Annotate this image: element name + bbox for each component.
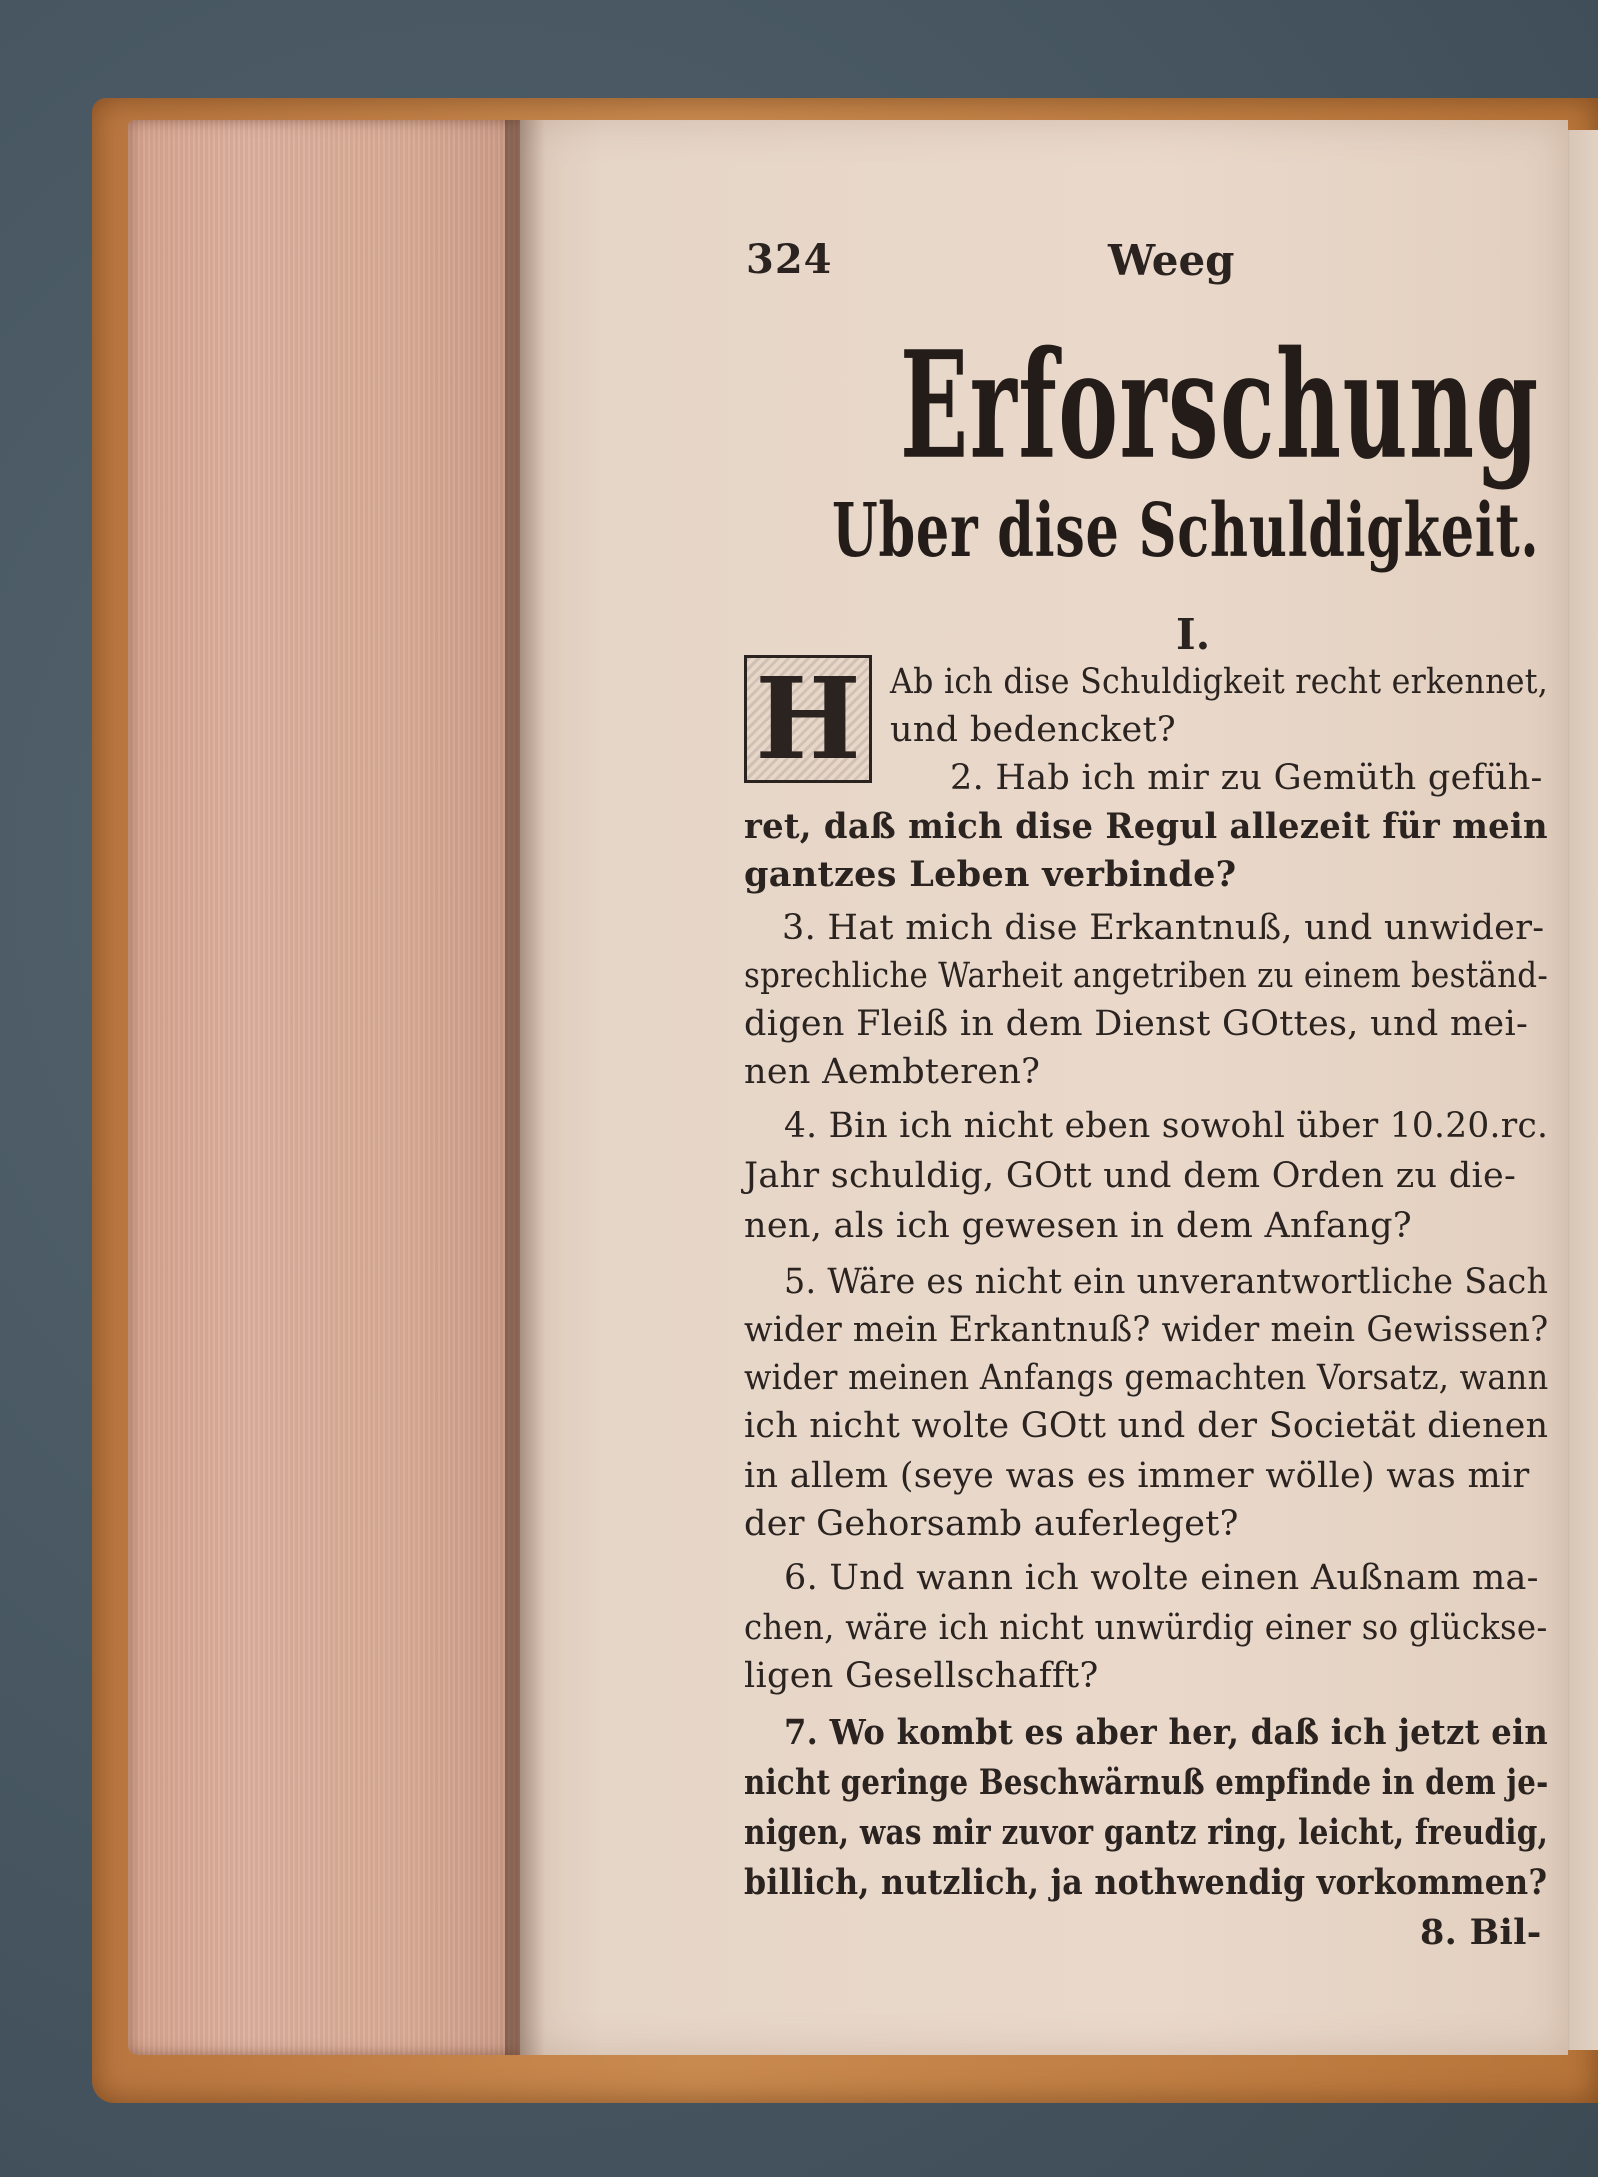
text-line: und bedencket?	[890, 710, 1176, 750]
text-line: 6. Und wann ich wolte einen Außnam ma-	[784, 1558, 1539, 1598]
text-line: 4. Bin ich nicht eben sowohl über 10.20.rc.	[784, 1106, 1549, 1146]
text-line: ich nicht wolte GOtt und der Societät dienen	[744, 1406, 1549, 1446]
drop-cap-initial: H	[744, 655, 872, 783]
text-line: 5. Wäre es nicht ein unverantwortliche Sach	[784, 1262, 1549, 1302]
text-line: wider mein Erkantnuß? wider mein Gewissen?	[744, 1310, 1549, 1350]
text-line: nen Aembteren?	[744, 1052, 1041, 1092]
text-line: Jahr schuldig, GOtt und dem Orden zu die-	[744, 1156, 1517, 1196]
text-line: in allem (seye was es immer wölle) was mir	[744, 1456, 1530, 1496]
section-number: I.	[1176, 610, 1211, 659]
text-line: der Gehorsamb auferleget?	[744, 1504, 1239, 1544]
text-line: wider meinen Anfangs gemachten Vorsatz, wann	[744, 1358, 1549, 1398]
text-line: sprechliche Warheit angetriben zu einem beständ-	[744, 956, 1549, 996]
text-line: chen, wäre ich nicht unwürdig einer so glückse-	[744, 1608, 1548, 1648]
page-subtitle: Uber dise Schuldigkeit.	[832, 488, 1540, 574]
text-line: gantzes Leben verbinde?	[744, 854, 1237, 895]
text-line: 3. Hat mich dise Erkantnuß, und unwider-	[782, 908, 1545, 948]
page-edges	[128, 120, 523, 2055]
gutter-shadow	[505, 120, 545, 2055]
text-line: ret, daß mich dise Regul allezeit für mein	[744, 806, 1548, 847]
text-line: 2. Hab ich mir zu Gemüth gefüh-	[950, 758, 1543, 798]
text-line: Ab ich dise Schuldigkeit recht erkennet,	[890, 662, 1549, 702]
page-title: Erforschung	[900, 318, 1540, 492]
text-line: nigen, was mir zuvor gantz ring, leicht, freudig,	[744, 1812, 1549, 1853]
page-number: 324	[746, 236, 833, 283]
text-line: billich, nutzlich, ja nothwendig vorkommen?	[744, 1862, 1548, 1903]
text-line: digen Fleiß in dem Dienst GOttes, und mei-	[744, 1004, 1529, 1044]
running-head: Weeg	[1108, 236, 1235, 285]
catchword: 8. Bil-	[1420, 1912, 1542, 1953]
text-line: ligen Gesellschafft?	[744, 1656, 1099, 1696]
text-line: nicht geringe Beschwärnuß empfinde in dem je-	[744, 1762, 1549, 1803]
text-line: 7. Wo kombt es aber her, daß ich jetzt ein	[784, 1712, 1549, 1753]
text-line: nen, als ich gewesen in dem Anfang?	[744, 1206, 1412, 1246]
